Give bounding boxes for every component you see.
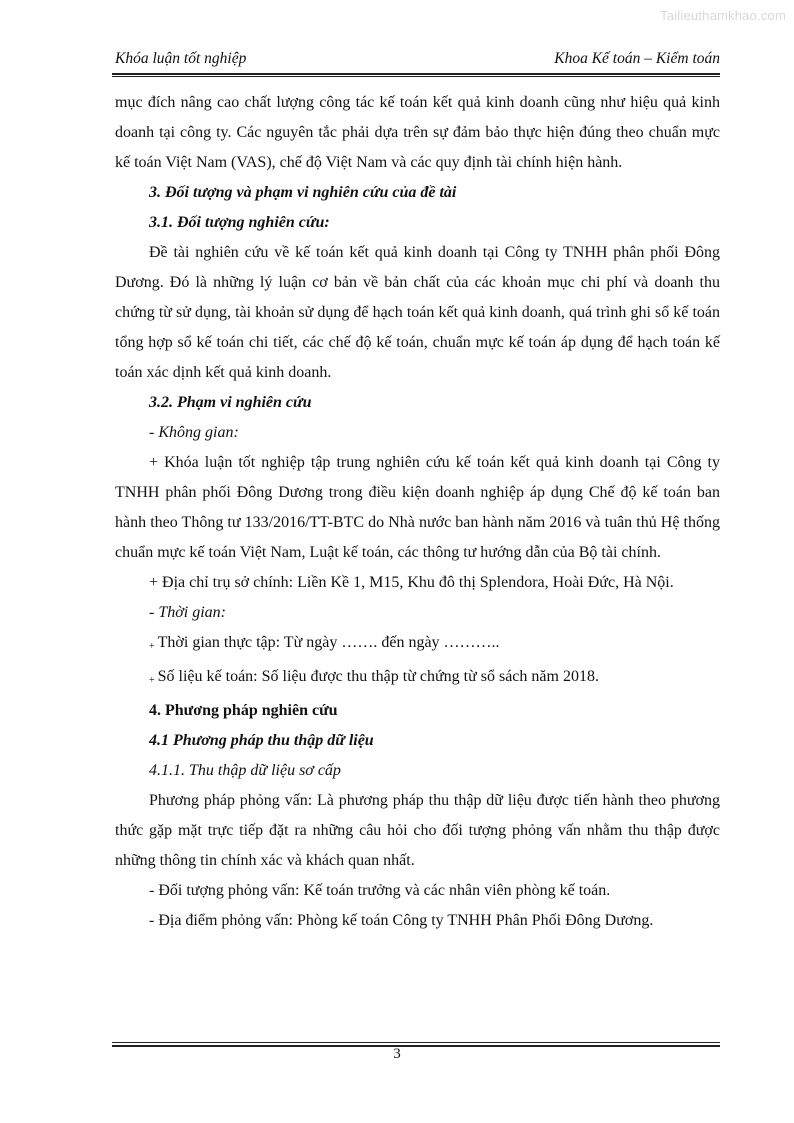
- plus-bullet: +: [149, 641, 155, 652]
- paragraph-interview-location: - Địa điểm phỏng vấn: Phòng kế toán Công ty TNHH Phân Phối Đông Dương.: [149, 912, 654, 929]
- paragraph-space-scope: + Khóa luận tốt nghiệp tập trung nghiên cứu kế toán kết quả kinh doanh tại Công ty TNHH phân phối Đông Dương trong điều kiện doanh nghiệp áp dụng Chế độ kế toán ban hành theo Thông tư 133/2016/TT-BTC do Nhà nước ban hành năm 2016 và tuân thủ Hệ thống chuẩn mực kế toán Việt Nam, Luật kế toán, các thông tư hướng dẫn của Bộ tài chính.: [115, 454, 720, 561]
- paragraph-interview-method: Phương pháp phỏng vấn: Là phương pháp thu thập dữ liệu được tiến hành theo phương thức gặp mặt trực tiếp đặt ra những câu hỏi cho đối tượng phỏng vấn nhằm thu thập được những thông tin chính xác và khách quan nhất.: [115, 792, 720, 869]
- paragraph-intro: mục đích nâng cao chất lượng công tác kế toán kết quả kinh doanh cũng như hiệu quả kinh doanh tại công ty. Các nguyên tắc phải dựa trên sự đảm bảo thực hiện đúng theo chuẩn mực kế toán Việt Nam (VAS), chế độ Việt Nam và các quy định tài chính hiện hành.: [115, 94, 720, 171]
- page-number: 3: [393, 1046, 401, 1062]
- page-header: [115, 50, 720, 68]
- page-content: [115, 88, 720, 936]
- label-time: - Thời gian:: [149, 604, 226, 621]
- paragraph-research-object: Đề tài nghiên cứu về kế toán kết quả kinh doanh tại Công ty TNHH phân phối Đông Dương. Đó là những lý luận cơ bản về bản chất của các khoản mục chi phí và doanh thu chứng từ sử dụng, tài khoản sử dụng để hạch toán kết quả kinh doanh, quá trình ghi sổ kế toán tổng hợp sổ kế toán chi tiết, các chế độ kế toán, chuẩn mực kế toán áp dụng để hạch toán kế toán xác dịnh kết quả kinh doanh.: [115, 244, 720, 381]
- accounting-data-text: Số liệu kế toán: Số liệu được thu thập từ chứng từ sổ sách năm 2018.: [157, 668, 599, 685]
- heading-section-4-1: 4.1 Phương pháp thu thập dữ liệu: [149, 732, 374, 749]
- header-divider: [112, 73, 720, 75]
- paragraph-interview-subjects: - Đối tượng phỏng vấn: Kế toán trưởng và các nhân viên phòng kế toán.: [149, 882, 611, 899]
- watermark-text: Tailieuthamkhao.com: [660, 8, 786, 23]
- header-right: Khoa Kế toán – Kiểm toán: [554, 50, 720, 67]
- paragraph-address: + Địa chỉ trụ sở chính: Liền Kề 1, M15, Khu đô thị Splendora, Hoài Đức, Hà Nội.: [149, 574, 674, 591]
- label-space: - Không gian:: [149, 424, 239, 441]
- paragraph-internship-time: [115, 628, 720, 662]
- header-divider-thin: [112, 76, 720, 77]
- plus-bullet: +: [149, 675, 155, 686]
- footer-divider-thin: [112, 1042, 720, 1043]
- heading-section-3-2: 3.2. Phạm vi nghiên cứu: [149, 394, 312, 411]
- heading-section-4-1-1: 4.1.1. Thu thập dữ liệu sơ cấp: [149, 762, 341, 779]
- internship-time-text: Thời gian thực tập: Từ ngày ……. đến ngày ………..: [157, 634, 500, 651]
- heading-section-3-1: 3.1. Đối tượng nghiên cứu:: [149, 214, 330, 231]
- heading-section-4: 4. Phương pháp nghiên cứu: [149, 702, 338, 719]
- heading-section-3: 3. Đối tượng và phạm vi nghiên cứu của đề tài: [149, 184, 457, 201]
- paragraph-accounting-data: [115, 662, 720, 696]
- header-left: Khóa luận tốt nghiệp: [115, 50, 247, 67]
